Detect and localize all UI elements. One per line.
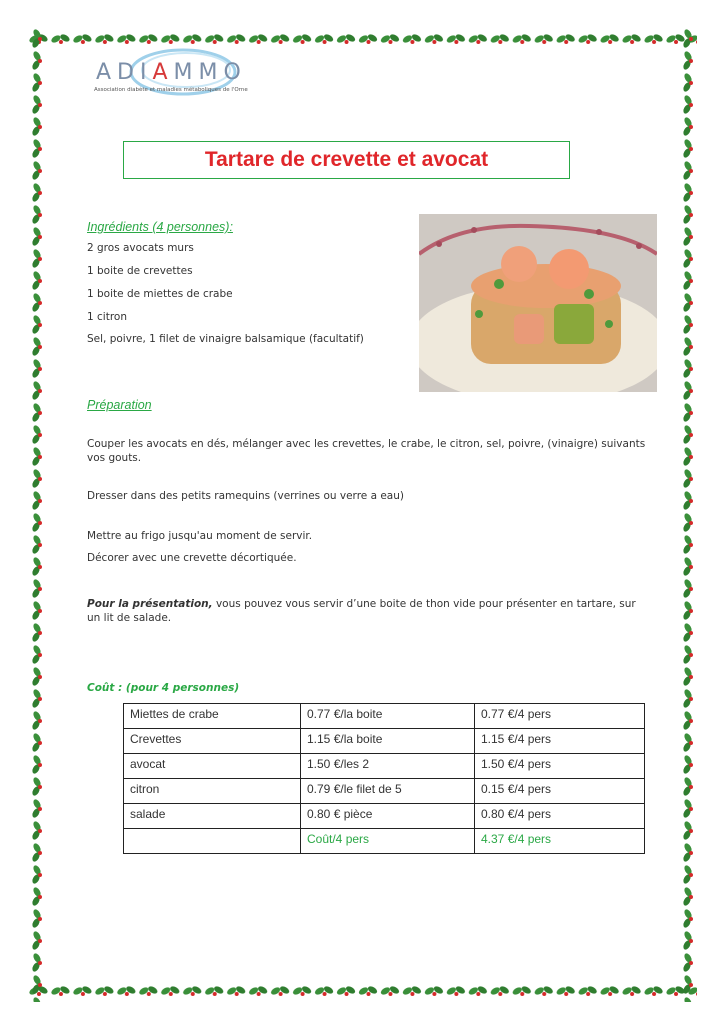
presentation-lead: Pour la présentation,: [87, 598, 213, 610]
preparation-step: Décorer avec une crevette décortiquée.: [87, 552, 297, 564]
item-cell: citron: [124, 779, 301, 804]
portion-price-cell: 0.77 €/4 pers: [475, 704, 645, 729]
preparation-step: Mettre au frigo jusqu'au moment de servir.: [87, 530, 313, 542]
ingredient-item: 1 citron: [87, 311, 127, 323]
unit-price-cell: 0.79 €/le filet de 5: [301, 779, 475, 804]
portion-price-cell: 0.15 €/4 pers: [475, 779, 645, 804]
tartare-photo: [419, 214, 657, 392]
preparation-step: Dresser dans des petits ramequins (verrines ou verre a eau): [87, 490, 404, 502]
holly-border-right: [677, 28, 699, 1002]
recipe-title: Tartare de crevette et avocat: [204, 148, 489, 171]
table-row: [124, 704, 645, 729]
ingredients-heading: Ingrédients (4 personnes):: [87, 220, 233, 234]
cost-table: [123, 703, 645, 854]
table-row: [124, 804, 645, 829]
total-value-cell: 4.37 €/4 pers: [475, 829, 645, 854]
holly-border-bottom: [28, 980, 697, 1002]
title-box: [123, 141, 570, 179]
ingredient-item: 1 boite de miettes de crabe: [87, 288, 233, 300]
total-row: [124, 829, 645, 854]
item-cell: Crevettes: [124, 729, 301, 754]
portion-price-cell: 1.50 €/4 pers: [475, 754, 645, 779]
holly-border-left: [26, 28, 48, 1002]
ingredient-item: Sel, poivre, 1 filet de vinaigre balsamique (facultatif): [87, 333, 364, 345]
table-row: [124, 729, 645, 754]
cost-heading: Coût : (pour 4 personnes): [87, 682, 240, 694]
table-row: [124, 754, 645, 779]
item-cell: avocat: [124, 754, 301, 779]
item-cell: salade: [124, 804, 301, 829]
preparation-heading: Préparation: [87, 398, 152, 412]
unit-price-cell: 0.77 €/la boite: [301, 704, 475, 729]
unit-price-cell: 0.80 € pièce: [301, 804, 475, 829]
adiammo-logo: [88, 46, 263, 108]
portion-price-cell: 1.15 €/4 pers: [475, 729, 645, 754]
empty-cell: [124, 829, 301, 854]
total-label-cell: Coût/4 pers: [301, 829, 475, 854]
logo-wordmark: ADIAMMO: [96, 60, 247, 85]
unit-price-cell: 1.15 €/la boite: [301, 729, 475, 754]
unit-price-cell: 1.50 €/les 2: [301, 754, 475, 779]
preparation-step: Couper les avocats en dés, mélanger avec les crevettes, le crabe, le citron, sel, poivre, (vinaigre) suivants vos gouts.: [87, 438, 646, 464]
presentation-text: vous pouvez vous servir d’une boite de thon vide pour présenter en tartare, sur un lit de salade.: [87, 598, 636, 624]
logo-subtitle: Association diabète et maladies métaboliques de l'Orne: [94, 87, 248, 93]
portion-price-cell: 0.80 €/4 pers: [475, 804, 645, 829]
table-row: [124, 779, 645, 804]
ingredient-item: 1 boite de crevettes: [87, 265, 193, 277]
presentation-note: [87, 597, 647, 625]
ingredient-item: 2 gros avocats murs: [87, 242, 194, 254]
item-cell: Miettes de crabe: [124, 704, 301, 729]
